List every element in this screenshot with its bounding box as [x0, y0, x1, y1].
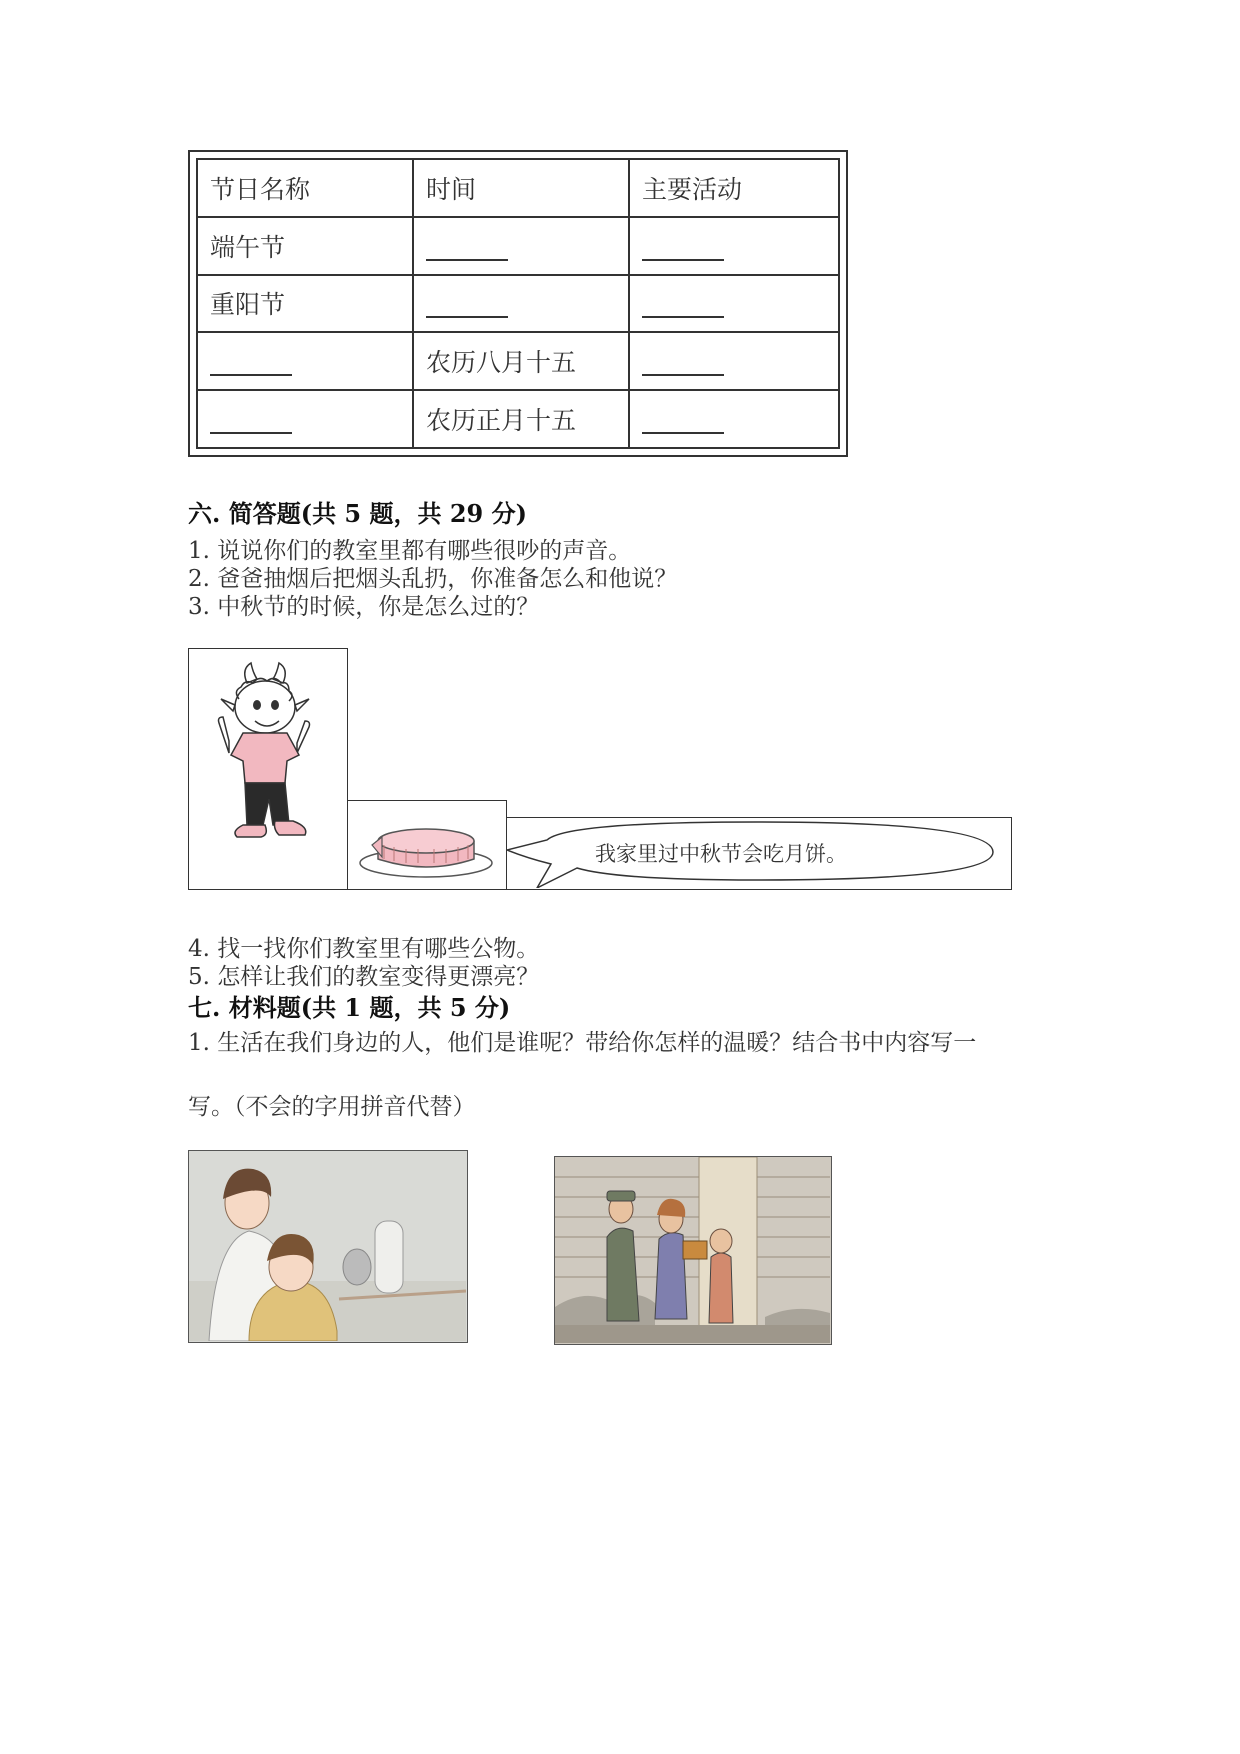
- festival-table-frame: [188, 150, 848, 457]
- time-cell: 农历八月十五: [413, 332, 629, 390]
- speech-bubble-text: 我家里过中秋节会吃月饼。: [595, 842, 847, 866]
- section-6-heading: 六. 简答题(共 5 题，共 29 分): [188, 499, 527, 528]
- festival-name-cell[interactable]: [197, 390, 413, 448]
- time-cell[interactable]: [413, 275, 629, 333]
- festival-name-cell[interactable]: [197, 332, 413, 390]
- header-main-activity: 主要活动: [629, 159, 839, 217]
- question-6-2: 2. 爸爸抽烟后把烟头乱扔，你准备怎么和他说？: [188, 566, 678, 592]
- time-cell: 农历正月十五: [413, 390, 629, 448]
- hairdresser-illustration: [188, 1150, 468, 1343]
- question-6-1: 1. 说说你们的教室里都有哪些很吵的声音。: [188, 538, 632, 564]
- question-6-4: 4. 找一找你们教室里有哪些公物。: [188, 936, 540, 962]
- festival-name-cell: 重阳节: [197, 275, 413, 333]
- question-6-3: 3. 中秋节的时候，你是怎么过的？: [188, 594, 540, 620]
- table-row: [197, 275, 839, 333]
- activity-cell[interactable]: [629, 275, 839, 333]
- table-row: [197, 390, 839, 448]
- mooncake-illustration: [348, 801, 505, 888]
- section-7-heading: 七. 材料题(共 1 题，共 5 分): [188, 993, 511, 1022]
- table-row: [197, 217, 839, 275]
- comic-panel-mooncake: [347, 800, 507, 890]
- answer-blank[interactable]: [210, 406, 292, 434]
- answer-blank[interactable]: [642, 348, 724, 376]
- question-6-5: 5. 怎样让我们的教室变得更漂亮？: [188, 964, 540, 990]
- header-festival-name: 节日名称: [197, 159, 413, 217]
- time-cell[interactable]: [413, 217, 629, 275]
- festival-name-cell: 端午节: [197, 217, 413, 275]
- comic-panel-speech: [506, 817, 1012, 890]
- question-7-1-line1: 1. 生活在我们身边的人，他们是谁呢？带给你怎样的温暖？结合书中内容写一: [188, 1030, 977, 1056]
- festival-table: [196, 158, 840, 449]
- answer-blank[interactable]: [426, 233, 508, 261]
- answer-blank[interactable]: [210, 348, 292, 376]
- answer-blank[interactable]: [642, 290, 724, 318]
- postman-illustration: [554, 1156, 832, 1345]
- answer-blank[interactable]: [642, 233, 724, 261]
- table-row: [197, 332, 839, 390]
- answer-blank[interactable]: [426, 290, 508, 318]
- activity-cell[interactable]: [629, 390, 839, 448]
- table-header-row: [197, 159, 839, 217]
- answer-blank[interactable]: [642, 406, 724, 434]
- question-7-1-line2: 写。（不会的字用拼音代替）: [188, 1094, 476, 1120]
- activity-cell[interactable]: [629, 332, 839, 390]
- hairdresser-scene: [189, 1151, 466, 1341]
- postman-scene: [555, 1157, 830, 1343]
- activity-cell[interactable]: [629, 217, 839, 275]
- header-time: 时间: [413, 159, 629, 217]
- comic-panel-character: [188, 648, 348, 890]
- goat-character-illustration: [189, 649, 346, 888]
